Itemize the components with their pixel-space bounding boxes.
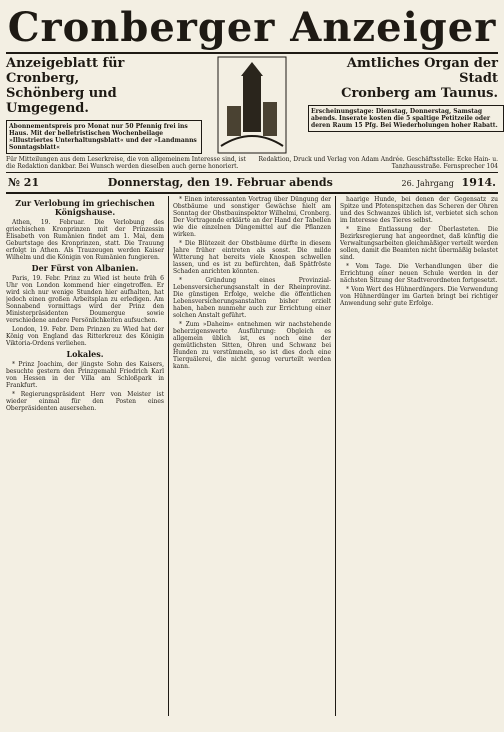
article-paragraph: * Eine Entlassung der Überlasteten. Die Bezirksregierung hat angeordnet, daß künftig die Verwaltungsarbeiten gleichmäßiger verteilt werden sollen, damit die Beamten nicht übermäßig belastet sind.: [340, 226, 498, 261]
column-3: [340, 196, 498, 716]
article-paragraph: haarige Hunde, bei denen der Gegensatz zu Spitze und Pfotenspitzchen das Scheren der Ohren und des Schwanzes üblich ist, verbietet sich schon im Interesse des Tieres selbst.: [340, 196, 498, 224]
column-1: [6, 196, 164, 716]
article-paragraph: * Einen interessanten Vortrag über Düngung der Obstbäume und sonstiger Gewächse hielt am Sonntag der Obstbauinspektor Wilhelmi, Cronberg. Der Vortragende erklärte an der Hand der Tabellen wie die einzelnen Düngemittel auf die Pflanzen wirken.: [173, 196, 331, 238]
left-subtitle: [6, 56, 196, 154]
article-columns: [6, 196, 498, 716]
issue-year: 1914.: [461, 176, 496, 189]
left-subtitle-line-1: Anzeigeblatt für Cronberg,: [6, 56, 125, 86]
divider: [6, 192, 498, 194]
article-paragraph: * Regierungspräsident Herr von Meister ist wieder einmal für den Posten eines Oberpräsidenten ausersehen.: [6, 391, 164, 412]
column-2: [173, 196, 331, 716]
article-paragraph: * Vom Tage. Die Verhandlungen über die Errichtung einer neuen Schule werden in der nächsten Sitzung der Stadtverordneten fortgesetzt.: [340, 263, 498, 284]
issue-number: № 21: [8, 176, 40, 189]
issue-bar: [6, 175, 498, 190]
publisher-note: Redaktion, Druck und Verlag von Adam Andrée. Geschäftsstelle: Ecke Hain- u. Tanzhausstraße. Fernsprecher 104: [258, 156, 498, 170]
castle-emblem-icon: [217, 56, 287, 154]
footer-notes: [6, 156, 498, 170]
divider: [6, 172, 498, 173]
column-divider: [335, 196, 336, 716]
headline-royal-engagement: Zur Verlobung im griechischen Königshause.: [15, 198, 155, 217]
right-subtitle: [308, 56, 498, 132]
divider: [6, 52, 498, 54]
publication-text: Erscheinungstage: Dienstag, Donnerstag, Samstag abends. Inserate kosten die 5 spaltige Petitzeile oder deren Raum 15 Pfg. Bei Wiederholungen hoher Rabatt.: [311, 108, 498, 129]
masthead: Cronberger Anzeiger: [7, 4, 497, 51]
publication-box: [308, 105, 504, 132]
article-paragraph: Athen, 19. Februar. Die Verlobung des griechischen Kronprinzen mit der Prinzessin Elisabeth von Rumänien findet am 1. Mai, dem Geburtstage des Kronprinzen, statt. Die Trauung erfolgt in Athen. Als Trauzeugen werden Kaiser Wilhelm und die Königin von Rumänien fungieren.: [6, 219, 164, 261]
issue-volume: 26. Jahrgang: [401, 179, 454, 188]
left-subtitle-line-2: Schönberg und Umgegend.: [6, 86, 117, 116]
column-divider: [168, 196, 169, 716]
article-paragraph: * Vom Wert des Hühnerdüngers. Die Verwendung von Hühnerdünger im Garten bringt bei richtiger Anwendung sehr gute Erfolge.: [340, 286, 498, 307]
article-paragraph: London, 19. Febr. Dem Prinzen zu Wied hat der König von England das Ritterkreuz des Königin Viktoria-Ordens verliehen.: [6, 326, 164, 347]
article-paragraph: * Zum »Daheim« entnehmen wir nachstehende beherzigenswerte Ausführung: Obgleich es allgemein üblich ist, es noch eine der gemütlichsten Sitten, Ohren und Schwanz bei Hunden zu verstümmeln, so ist dies doch eine Tierquälerei, die nicht genug verurteilt werden kann.: [173, 321, 331, 370]
subheader: [6, 56, 498, 154]
headline-albania: Der Fürst von Albanien.: [31, 263, 139, 273]
reader-note: Für Mitteilungen aus dem Leserkreise, die von allgemeinem Interesse sind, ist die Redaktion dankbar. Bei Wunsch werden dieselben auch gerne honoriert.: [6, 156, 246, 170]
right-subtitle-line-1: Amtliches Organ der Stadt: [346, 56, 498, 86]
right-subtitle-line-2: Cronberg am Taunus.: [341, 86, 498, 101]
issue-date: Donnerstag, den 19. Februar abends: [107, 176, 333, 189]
article-paragraph: Paris, 19. Febr. Prinz zu Wied ist heute früh 6 Uhr von London kommend hier eingetroffen. Er wird sich nur wenige Stunden hier aufhalten, hat jedoch einen großen Arbeitsplan zu erledigen. Am Sonnabend vormittags wird der Prinz den Ministerpräsidenten Doumergue sowie verschiedene andere Persönlichkeiten aufsuchen.: [6, 275, 164, 324]
headline-local-news: Lokales.: [66, 349, 104, 359]
newspaper-page: [6, 6, 498, 720]
article-paragraph: * Prinz Joachim, der jüngste Sohn des Kaisers, besuchte gestern den Prinzgemahl Friedrich Karl von Hessen in der Villa am Schloßpark in Frankfurt.: [6, 361, 164, 389]
article-paragraph: * Die Blütezeit der Obstbäume dürfte in diesem Jahre früher eintreten als sonst. Die milde Witterung hat bereits viele Knospen schwellen lassen, und es ist zu befürchten, daß Spätfröste Schaden anrichten könnten.: [173, 240, 331, 275]
subscription-text: Abonnementspreis pro Monat nur 50 Pfennig frei ins Haus. Mit der belletristischen Wochenbeilage »Illustriertes Unterhaltungsblatt« und der »Landmanns Sonntagsblatt«: [9, 123, 197, 151]
article-paragraph: * Gründung eines Provinzial-Lebensversicherungsanstalt in der Rheinprovinz. Die günstigen Erfolge, welche die öffentlichen Lebensversicherungsanstalten bisher erzielt haben, haben nunmehr auch zur Errichtung einer solchen Anstalt geführt.: [173, 277, 331, 319]
subscription-box: [6, 120, 202, 154]
